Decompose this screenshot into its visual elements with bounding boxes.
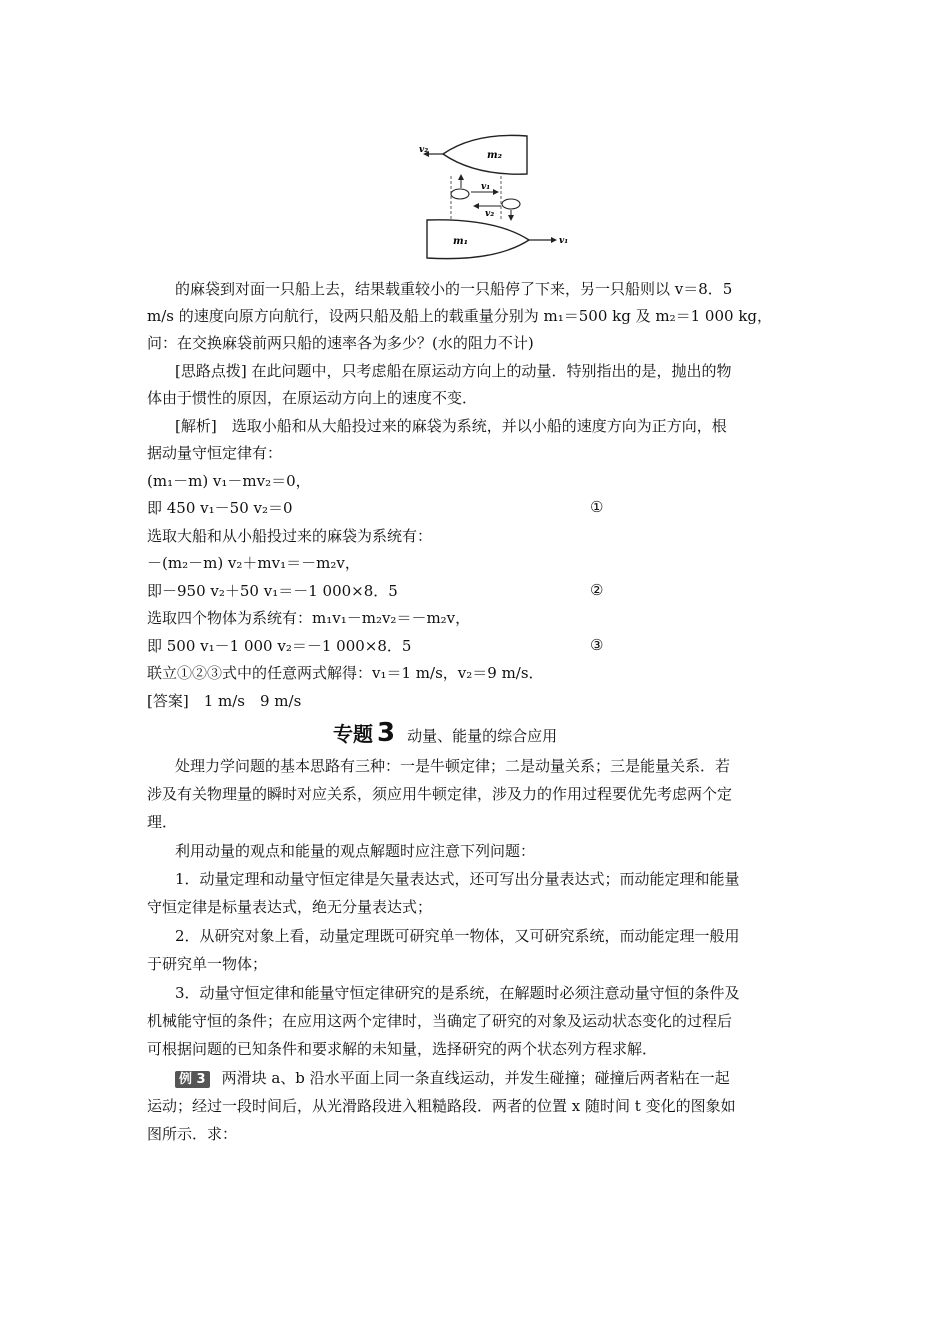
- paragraph-line: 处理力学问题的基本思路有三种：一是牛顿定律；二是动量关系；三是能量关系．若: [175, 757, 731, 775]
- paragraph-line: 于研究单一物体；: [147, 955, 268, 973]
- label-v1-mid: v₁: [481, 182, 491, 192]
- sack-left: [451, 189, 469, 199]
- paragraph-line: 利用动量的观点和能量的观点解题时应注意下列问题：: [175, 842, 536, 860]
- label-v1-bottom: v₁: [559, 236, 569, 246]
- hint-line: 体由于惯性的原因，在原运动方向上的速度不变．: [147, 389, 478, 407]
- equation: 选取四个物体为系统有：m₁v₁－m₂v₂＝－m₂v，: [147, 609, 471, 627]
- circled-number: ①: [590, 498, 604, 516]
- analysis-line: 据动量守恒定律有：: [147, 444, 283, 462]
- answer-line: [答案] 1 m/s 9 m/s: [147, 692, 302, 710]
- circled-number: ②: [590, 581, 604, 599]
- paragraph-line: 3．动量守恒定律和能量守恒定律研究的是系统，在解题时必须注意动量守恒的条件及: [175, 984, 740, 1002]
- text-line: 的麻袋到对面一只船上去，结果载重较小的一只船停了下来，另一只船则以 v＝8．5: [175, 280, 733, 298]
- label-v2-top: v₂: [419, 145, 429, 155]
- paragraph-line: 守恒定律是标量表达式，绝无分量表达式；: [147, 898, 433, 916]
- section-title: [333, 718, 557, 748]
- text-line: m/s 的速度向原方向航行，设两只船及船上的载重量分别为 m₁＝500 kg 及 m₂＝1 000 kg，: [147, 307, 773, 325]
- equation: (m₁－m) v₁－mv₂＝0，: [147, 472, 311, 490]
- text-line: 问：在交换麻袋前两只船的速率各为多少？(水的阻力不计): [147, 334, 534, 352]
- label-m1: m₁: [453, 236, 468, 247]
- text-line: 选取大船和从小船投过来的麻袋为系统有：: [147, 527, 433, 545]
- example-line: [175, 1068, 730, 1088]
- label-m2: m₂: [487, 150, 502, 161]
- sack-right: [502, 199, 520, 209]
- equation: 即 450 v₁－50 v₂＝0: [147, 499, 293, 517]
- section-title-number: 3: [377, 718, 396, 748]
- equation: 即－950 v₂＋50 v₁＝－1 000×8．5: [147, 582, 398, 600]
- text-line: 联立①②③式中的任意两式解得：v₁＝1 m/s，v₂＝9 m/s．: [147, 664, 544, 682]
- boats-figure: [415, 132, 575, 262]
- circled-number: ③: [590, 636, 604, 654]
- example-text: 两滑块 a、b 沿水平面上同一条直线运动，并发生碰撞；碰撞后两者粘在一起: [221, 1069, 730, 1087]
- hint-line: [思路点拨] 在此问题中，只考虑船在原运动方向上的动量．特别指出的是，抛出的物: [175, 362, 732, 380]
- example-badge: 例 3: [175, 1071, 210, 1088]
- paragraph-line: 可根据问题的已知条件和要求解的未知量，选择研究的两个状态列方程求解．: [147, 1040, 658, 1058]
- paragraph-line: 涉及有关物理量的瞬时对应关系，须应用牛顿定律，涉及力的作用过程要优先考虑两个定: [147, 785, 733, 803]
- equation: 即 500 v₁－1 000 v₂＝－1 000×8．5: [147, 637, 412, 655]
- section-title-subtitle: 动量、能量的综合应用: [407, 727, 558, 745]
- paragraph-line: 2．从研究对象上看，动量定理既可研究单一物体，又可研究系统，而动能定理一般用: [175, 927, 740, 945]
- analysis-line: [解析] 选取小船和从大船投过来的麻袋为系统，并以小船的速度方向为正方向，根: [175, 417, 727, 435]
- example-line: 运动；经过一段时间后，从光滑路段进入粗糙路段．两者的位置 x 随时间 t 变化的图象如: [147, 1097, 736, 1115]
- label-v2-mid: v₂: [485, 209, 495, 219]
- section-title-main: 专题: [333, 722, 373, 746]
- equation: －(m₂－m) v₂＋mv₁＝－m₂v，: [147, 554, 360, 572]
- boat-m1: [427, 220, 529, 259]
- paragraph-line: 1．动量定理和动量守恒定律是矢量表达式，还可写出分量表达式；而动能定理和能量: [175, 870, 740, 888]
- paragraph-line: 理．: [147, 813, 178, 831]
- paragraph-line: 机械能守恒的条件；在应用这两个定律时，当确定了研究的对象及运动状态变化的过程后: [147, 1012, 733, 1030]
- example-line: 图所示．求：: [147, 1125, 238, 1143]
- boat-m2: [443, 135, 527, 174]
